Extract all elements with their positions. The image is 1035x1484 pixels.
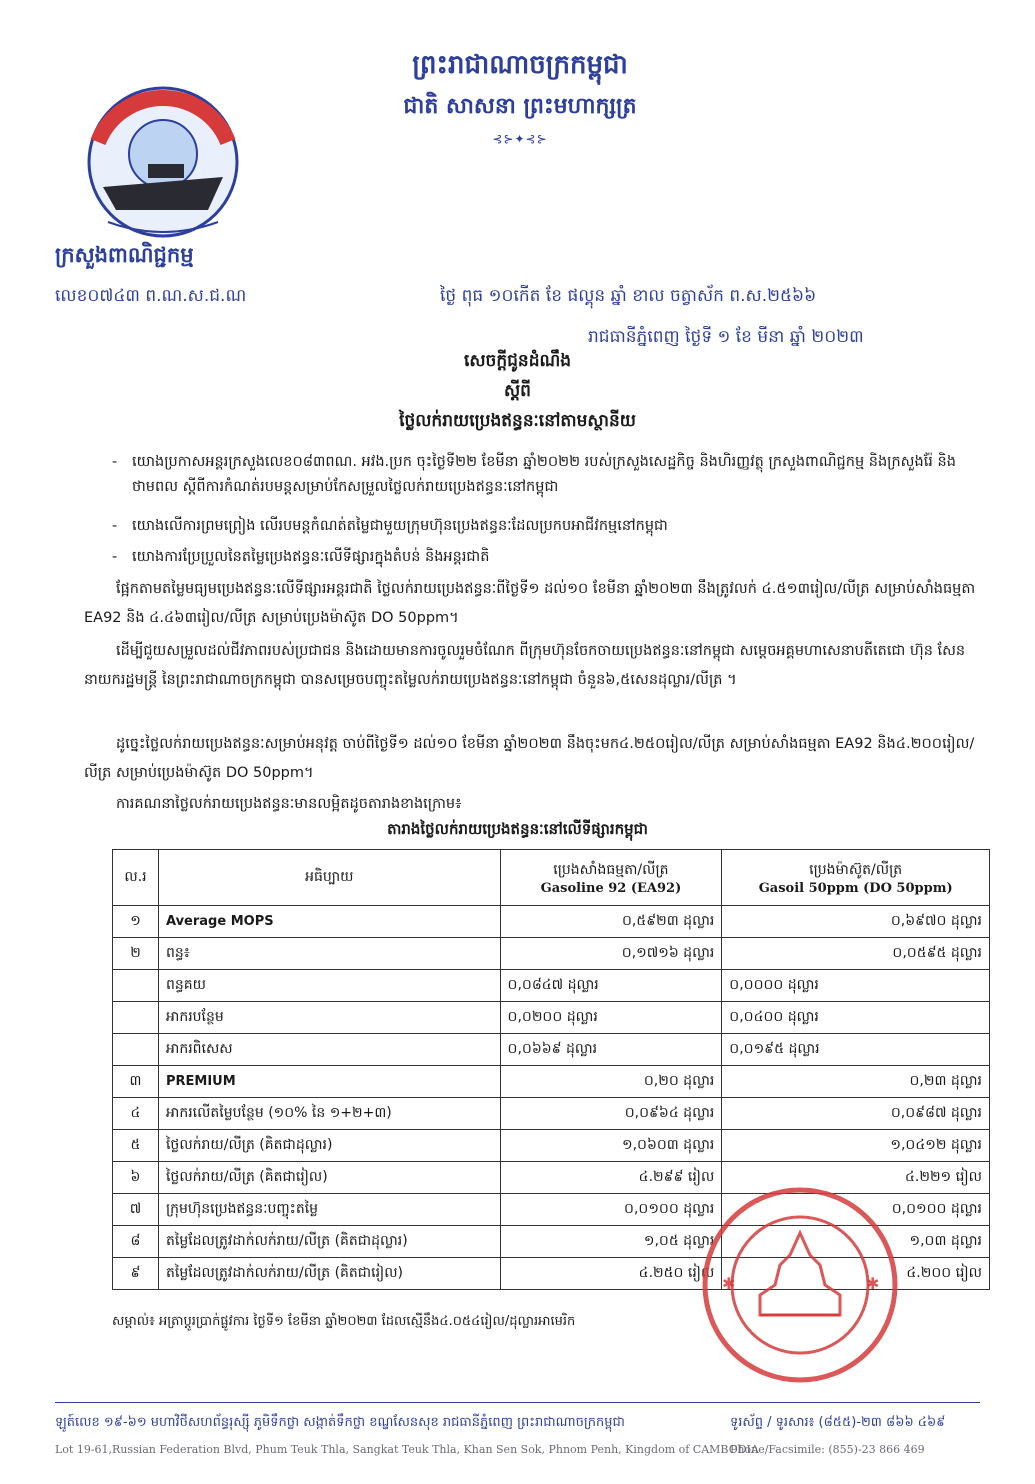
table-row: ពន្ធគយ ០,០៨៤៧ ដុល្លារ ០,០០០០ ដុល្លារ bbox=[113, 970, 990, 1002]
body-paragraph: ដើម្បីជួយសម្រួលដល់ជីវភាពរបស់ប្រជាជន និងដោយមានការចូលរួមចំណែក ពីក្រុមហ៊ុនចែកចាយប្រេងឥន្ធនៈនៅកម្ពុជា សម្តេចអគ្គមហាសេនាបតីតេជោ ហ៊ុន សែន នាយករដ្ឋមន្ត្រី នៃព្រះរាជាណាចក្រកម្ពុជា បានសម្រេចបញ្ចុះតម្លៃលក់រាយប្រេងឥន្ធនៈនៅកម្ពុជា ចំនួន៦,៥សេនដុល្លារ/លីត្រ ។ bbox=[84, 643, 966, 688]
table-row: ៣ PREMIUM ០,២០ ដុល្លារ ០,២៣ ដុល្លារ bbox=[113, 1066, 990, 1098]
exchange-rate-note: សម្គាល់៖ អត្រាប្តូរប្រាក់ផ្លូវការ ថ្ងៃទី១ ខែមីនា ឆ្នាំ២០២៣ ដែលស្មើនឹង៤.០៥៤រៀល/ដុល្លារអាមេរិក bbox=[112, 1314, 576, 1329]
footer-phone-english: Phone/Facsimile: (855)-23 866 469 bbox=[730, 1443, 925, 1456]
body-paragraph: ការគណនាថ្លៃលក់រាយប្រេងឥន្ធនៈមានលម្អិតដូចតារាងខាងក្រោម៖ bbox=[116, 796, 462, 812]
lunar-date: ថ្ងៃ ពុធ ១០កើត ខែ ផល្គុន ឆ្នាំ ខាល ចត្វាស័ក ព.ស.២៥៦៦ bbox=[440, 286, 817, 306]
footer-divider bbox=[55, 1402, 980, 1403]
table-row: ៩ តម្លៃដែលត្រូវដាក់លក់រាយ/លីត្រ (គិតជារៀល) ៤.២៥០ រៀល ៤.២០០ រៀល bbox=[113, 1258, 990, 1290]
body-paragraph: ដូច្នេះថ្លៃលក់រាយប្រេងឥន្ធនៈសម្រាប់អនុវត្ត ចាប់ពីថ្ងៃទី១ ដល់១០ ខែមីនា ឆ្នាំ២០២៣ នឹងចុះមក៤.២៥០រៀល/លីត្រ សម្រាប់សាំងធម្មតា EA92 និង៤.២០០រៀល/លីត្រ សម្រាប់ប្រេងម៉ាស៊ូត DO 50ppm។ bbox=[84, 736, 975, 781]
notice-subject-label: ស្តីពី bbox=[504, 381, 531, 401]
notice-title: សេចក្តីជូនដំណឹង bbox=[463, 351, 572, 371]
table-row: ៨ តម្លៃដែលត្រូវដាក់លក់រាយ/លីត្រ (គិតជាដុល្លារ) ១,០៥ ដុល្លារ ១,០៣ ដុល្លារ bbox=[113, 1226, 990, 1258]
reference-bullet: - យោងលើការព្រមព្រៀង លើរបមន្តកំណត់តម្លៃជាមួយក្រុមហ៊ុនប្រេងឥន្ធនៈដែលប្រកបអាជីវកម្មនៅកម្ពុជា bbox=[112, 518, 668, 534]
ornament-divider: ⊰⊱✦⊰⊱ bbox=[492, 132, 548, 146]
table-row: ៤ អាករលើតម្លៃបន្ថែម (១០% នៃ ១+២+៣) ០,០៩៦៤ ដុល្លារ ០,០៩៨៧ ដុល្លារ bbox=[113, 1098, 990, 1130]
footer-address-english: Lot 19-61,Russian Federation Blvd, Phum Teuk Thla, Sangkat Teuk Thla, Khan Sen Sok, Phnom Penh, Kingdom of CAMBODIA bbox=[55, 1443, 759, 1456]
footer-phone-khmer: ទូរស័ព្ទ / ទូរសារ៖ (៨៥៥)-២៣ ៨៦៦ ៤៦៩ bbox=[730, 1415, 946, 1430]
reference-bullet: - យោងប្រកាសអន្តរក្រសួងលេខ០៨៣ពណ. អវង.ប្រក ចុះថ្ងៃទី២២ ខែមីនា ឆ្នាំ២០២២ របស់ក្រសួងសេដ្ឋកិច្ច និងហិរញ្ញវត្ថុ ក្រសួងពាណិជ្ជកម្ម និងក្រសួងរ៉ែ និងថាមពល ស្តីពីការកំណត់របមន្តសម្រាប់កែសម្រួលថ្លៃលក់រាយប្រេងឥន្ធនៈនៅកម្ពុជា bbox=[112, 454, 956, 495]
table-row: ១ Average MOPS ០,៥៩២៣ ដុល្លារ ០,៦៩៧០ ដុល្លារ bbox=[113, 906, 990, 938]
column-header-gasoline: ប្រេងសាំងធម្មតា/លីត្រ Gasoline 92 (EA92) bbox=[500, 850, 722, 906]
notice-subject: ថ្លៃលក់រាយប្រេងឥន្ធនៈនៅតាមស្ថានីយ bbox=[399, 411, 636, 431]
table-title: តារាងថ្លៃលក់រាយប្រេងឥន្ធនៈនៅលើទីផ្សារកម្ពុជា bbox=[387, 820, 648, 838]
column-header-diesel: ប្រេងម៉ាស៊ូត/លីត្រ Gasoil 50ppm (DO 50ppm) bbox=[722, 850, 990, 906]
svg-text:✱: ✱ bbox=[722, 1274, 736, 1293]
ministry-name: ក្រសួងពាណិជ្ជកម្ម bbox=[55, 243, 194, 267]
column-header-description: អធិប្បាយ bbox=[158, 850, 500, 906]
column-header-no: ល.រ bbox=[113, 850, 159, 906]
official-seal bbox=[700, 1185, 900, 1385]
reference-bullet: - យោងការប្រែប្រួលនៃតម្លៃប្រេងឥន្ធនៈលើទីផ្សារក្នុងតំបន់ និងអន្តរជាតិ bbox=[112, 549, 490, 565]
body-paragraph: ផ្អែកតាមតម្លៃមធ្យមប្រេងឥន្ធនៈលើទីផ្សារអន្តរជាតិ ថ្លៃលក់រាយប្រេងឥន្ធនៈពីថ្ងៃទី១ ដល់១០ ខែមីនា ឆ្នាំ២០២៣ នឹងត្រូវលក់ ៤.៥១៣រៀល/លីត្រ សម្រាប់សាំងធម្មតា EA92 និង ៤.៤៦៣រៀល/លីត្រ សម្រាប់ប្រេងម៉ាស៊ូត DO 50ppm។ bbox=[84, 581, 976, 626]
table-row: ៥ ថ្លៃលក់រាយ/លីត្រ (គិតជាដុល្លារ) ១,០៦០៣ ដុល្លារ ១,០៤១២ ដុល្លារ bbox=[113, 1130, 990, 1162]
svg-text:✱: ✱ bbox=[866, 1274, 880, 1293]
kingdom-heading: ព្រះរាជាណាចក្រកម្ពុជា bbox=[412, 50, 628, 80]
table-row: អាករបន្ថែម ០,០២០០ ដុល្លារ ០,០៤០០ ដុល្លារ bbox=[113, 1002, 990, 1034]
table-row: ៧ ក្រុមហ៊ុនប្រេងឥន្ធនៈបញ្ចុះតម្លៃ ០,០១០០ ដុល្លារ ០,០១០០ ដុល្លារ bbox=[113, 1194, 990, 1226]
table-row: ២ ពន្ធ៖ ០,១៧១៦ ដុល្លារ ០,០៥៩៥ ដុល្លារ bbox=[113, 938, 990, 970]
solar-date: រាជធានីភ្នំពេញ ថ្ងៃទី ១ ខែ មីនា ឆ្នាំ ២០២៣ bbox=[588, 327, 864, 347]
ministry-logo bbox=[78, 82, 248, 242]
table-row: អាករពិសេស ០,០៦៦៩ ដុល្លារ ០,០១៩៥ ដុល្លារ bbox=[113, 1034, 990, 1066]
footer-address-khmer: ឡូត៍លេខ ១៩-៦១ មហាវិថីសហព័ន្ធរុស្ស៊ី ភូមិទឹកថ្លា សង្កាត់ទឹកថ្លា ខណ្ឌសែនសុខ រាជធានីភ្នំពេញ ព្រះរាជាណាចក្រកម្ពុជា bbox=[55, 1415, 625, 1430]
national-motto: ជាតិ សាសនា ព្រះមហាក្សត្រ bbox=[403, 94, 637, 119]
reference-number: លេខ០៧៤៣ ព.ណ.ស.ជ.ណ bbox=[55, 286, 247, 306]
table-row: ៦ ថ្លៃលក់រាយ/លីត្រ (គិតជារៀល) ៤.២៩៩ រៀល ៤.២២១ រៀល bbox=[113, 1162, 990, 1194]
